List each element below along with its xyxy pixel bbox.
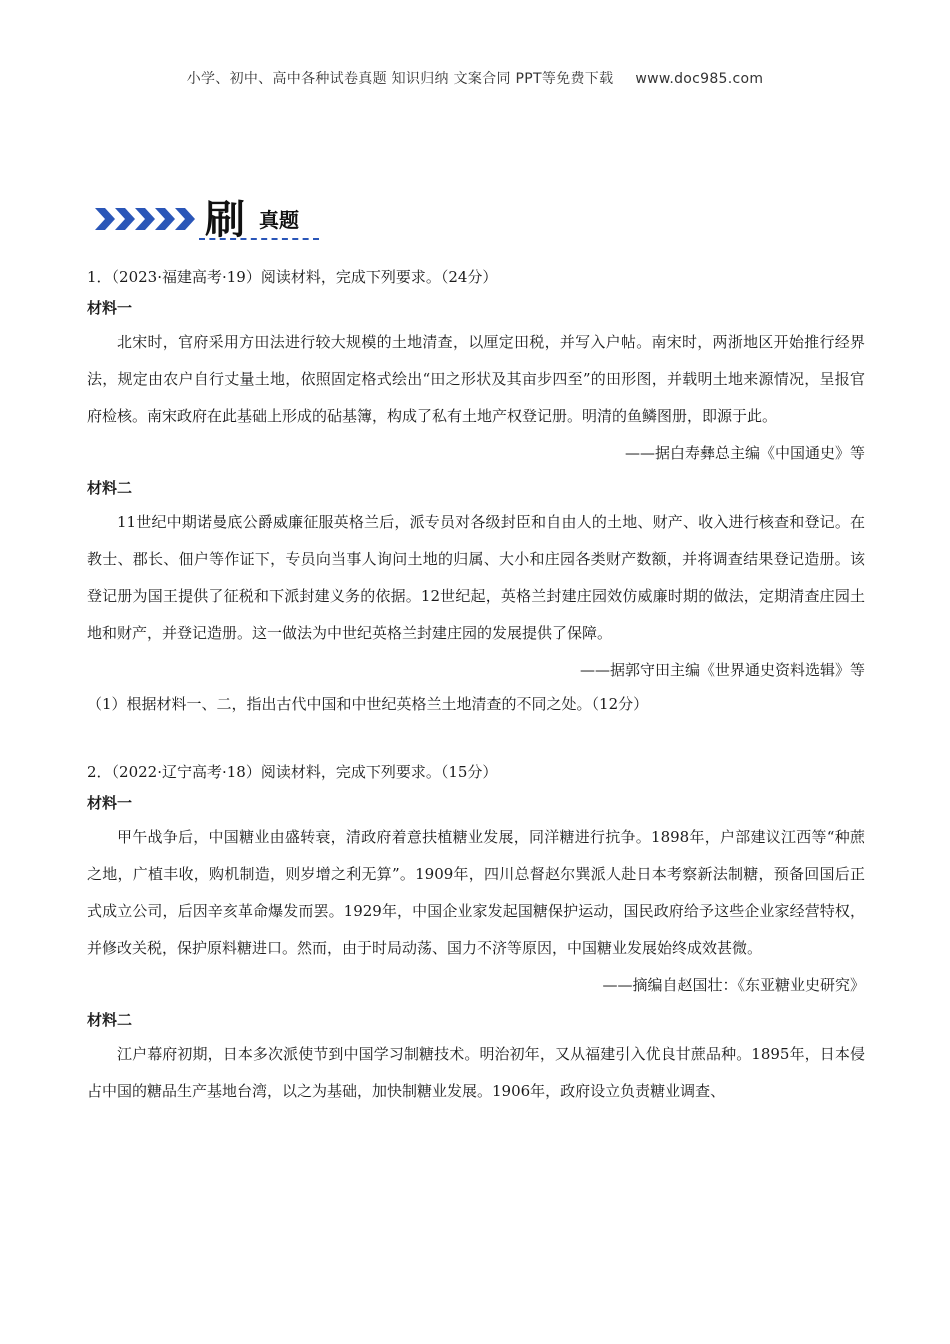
question-2-title: 2．（2022·辽宁高考·18）阅读材料，完成下列要求。（15分） xyxy=(87,763,498,781)
q1-material-1-source: ——据白寿彝总主编《中国通史》等 xyxy=(624,444,865,462)
q2-material-1-source: ——摘编自赵国壮：《东亚糖业史研究》 xyxy=(602,976,865,994)
q1-material-1-text: 北宋时，官府采用方田法进行较大规模的土地清查，以厘定田税，并写入户帖。南宋时，两浙地区开始推行经界法，规定由农户自行丈量土地，依照固定格式绘出“田之形状及其亩步四至”的田形图，并载明土地来源情况，呈报官府检核。南宋政府在此基础上形成的砧基簿，构成了私有土地产权登记册。明清的鱼鳞图册，即源于此。 xyxy=(87,333,865,425)
q1-sub-question: （1）根据材料一、二，指出古代中国和中世纪英格兰土地清查的不同之处。（12分） xyxy=(87,695,649,713)
banner-underline xyxy=(199,238,319,240)
document-body xyxy=(87,262,865,1110)
q1-material-1-label: 材料一 xyxy=(87,299,133,317)
q2-material-2-text: 江户幕府初期，日本多次派使节到中国学习制糖技术。明治初年，又从福建引入优良甘蔗品种。1895年，日本侵占中国的糖品生产基地台湾，以之为基础，加快制糖业发展。1906年，政府设立负责糖业调查、 xyxy=(87,1045,865,1100)
banner-brush-char: 刷 xyxy=(205,196,245,243)
q2-material-1-text: 甲午战争后，中国糖业由盛转衰，清政府着意扶植糖业发展，同洋糖进行抗争。1898年，户部建议江西等“种蔗之地，广植丰收，购机制造，则岁增之利无算”。1909年，四川总督赵尔巽派人赴日本考察新法制糖，预备回国后正式成立公司，后因辛亥革命爆发而罢。1929年，中国企业家发起国糖保护运动，国民政府给予这些企业家经营特权，并修改关税，保护原料糖进口。然而，由于时局动荡、国力不济等原因，中国糖业发展始终成效甚微。 xyxy=(87,828,865,957)
q1-material-2-source: ——据郭守田主编《世界通史资料选辑》等 xyxy=(579,661,865,679)
q1-material-2-text: 11世纪中期诺曼底公爵威廉征服英格兰后，派专员对各级封臣和自由人的土地、财产、收入进行核查和登记。在教士、郡长、佃户等作证下，专员向当事人询问土地的归属、大小和庄园各类财产数额，并将调查结果登记造册。该登记册为国王提供了征税和下派封建义务的依据。12世纪起，英格兰封建庄园效仿威廉时期的做法，定期清查庄园土地和财产，并登记造册。这一做法为中世纪英格兰封建庄园的发展提供了保障。 xyxy=(87,513,865,642)
q1-material-2-label: 材料二 xyxy=(87,479,133,497)
header-url[interactable]: www.doc985.com xyxy=(635,71,764,87)
q2-material-1-label: 材料一 xyxy=(87,794,133,812)
chevron-arrows-icon xyxy=(95,208,207,230)
page-header xyxy=(0,68,950,88)
q2-material-2-label: 材料二 xyxy=(87,1011,133,1029)
section-banner xyxy=(95,188,335,246)
banner-title: 真题 xyxy=(259,208,299,232)
header-text: 小学、初中、高中各种试卷真题 知识归纳 文案合同 PPT等免费下载 xyxy=(186,71,614,87)
question-1-title: 1．（2023·福建高考·19）阅读材料，完成下列要求。（24分） xyxy=(87,268,498,286)
